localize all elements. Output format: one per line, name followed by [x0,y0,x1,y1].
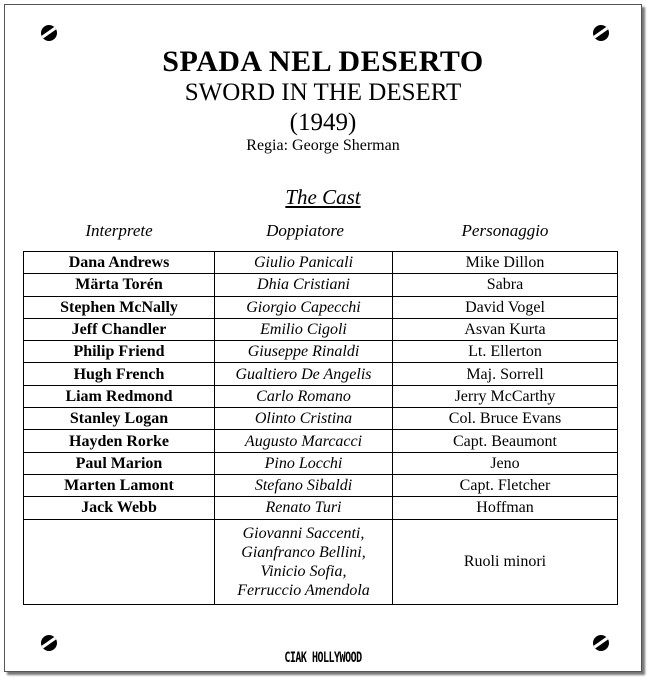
actor-cell: Märta Torén [24,274,215,296]
table-row-minor-roles [24,519,618,604]
dubber-cell: Pino Locchi [215,452,393,474]
dubber-cell: Giorgio Capecchi [215,296,393,318]
actor-cell: Hayden Rorke [24,430,215,452]
director-credit: Regia: George Sherman [246,137,400,154]
dubber-cell: Augusto Marcacci [215,430,393,452]
role-cell: Asvan Kurta [393,318,618,340]
table-row [24,274,618,296]
actor-cell: Jack Webb [24,497,215,519]
actor-cell: Jeff Chandler [24,318,215,340]
ciak-hollywood-logo: CIAK HOLLYWOOD [284,650,362,667]
screw-icon [41,635,57,651]
actor-cell: Stanley Logan [24,408,215,430]
column-header-interprete: Interprete [85,221,153,240]
table-row [24,474,618,496]
role-cell: Lt. Ellerton [393,341,618,363]
dubber-cell: Gualtiero De Angelis [215,363,393,385]
table-row [24,452,618,474]
minor-dubber-name: Giovanni Saccenti, [242,524,365,542]
role-cell: David Vogel [393,296,618,318]
dubber-cell: Stefano Sibaldi [215,474,393,496]
table-row [24,318,618,340]
minor-dubber-name: Vinicio Sofia, [260,562,347,580]
actor-cell [24,519,215,604]
role-cell: Hoffman [393,497,618,519]
english-title: SWORD IN THE DESERT [184,79,462,106]
release-year: (1949) [289,109,357,136]
dubber-cell: Carlo Romano [215,385,393,407]
role-cell: Capt. Fletcher [393,474,618,496]
film-title: SPADA NEL DESERTO [162,45,484,78]
actor-cell: Stephen McNally [24,296,215,318]
table-row [24,341,618,363]
role-cell: Ruoli minori [393,519,618,604]
dubber-cell [215,519,393,604]
column-header-personaggio: Personaggio [461,221,549,240]
role-cell: Capt. Beaumont [393,430,618,452]
minor-dubber-name: Ferruccio Amendola [237,581,370,599]
actor-cell: Dana Andrews [24,252,215,274]
role-cell: Jeno [393,452,618,474]
table-row [24,296,618,318]
dubber-cell: Giulio Panicali [215,252,393,274]
role-cell: Jerry McCarthy [393,385,618,407]
dubber-cell: Renato Turi [215,497,393,519]
table-row [24,430,618,452]
column-header-doppiatore: Doppiatore [266,221,344,240]
actor-cell: Marten Lamont [24,474,215,496]
role-cell: Maj. Sorrell [393,363,618,385]
actor-cell: Philip Friend [24,341,215,363]
actor-cell: Hugh French [24,363,215,385]
plaque [4,4,642,672]
table-row [24,363,618,385]
actor-cell: Liam Redmond [24,385,215,407]
screw-icon [593,25,609,41]
role-cell: Mike Dillon [393,252,618,274]
screw-icon [41,25,57,41]
role-cell: Sabra [393,274,618,296]
actor-cell: Paul Marion [24,452,215,474]
table-row [24,385,618,407]
cast-heading: The Cast [285,185,361,209]
role-cell: Col. Bruce Evans [393,408,618,430]
table-row [24,497,618,519]
cast-table [23,251,618,605]
table-row [24,252,618,274]
minor-dubber-name: Gianfranco Bellini, [241,543,366,561]
screw-icon [593,635,609,651]
dubber-cell: Giuseppe Rinaldi [215,341,393,363]
table-row [24,408,618,430]
dubber-cell: Dhia Cristiani [215,274,393,296]
dubber-cell: Emilio Cigoli [215,318,393,340]
dubber-cell: Olinto Cristina [215,408,393,430]
